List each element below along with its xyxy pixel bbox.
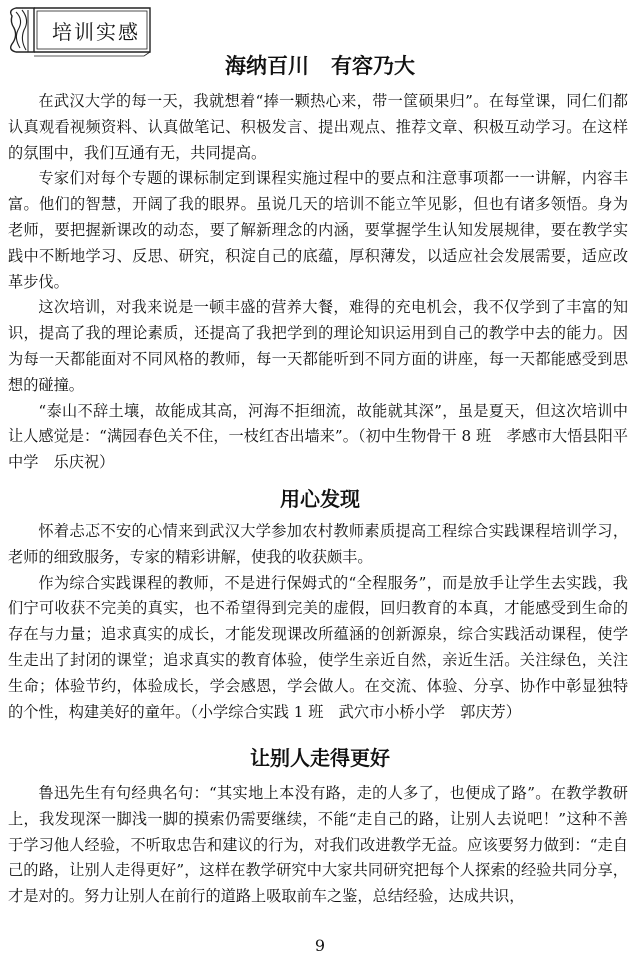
section-title-1-part-a: 海纳百川 [225, 54, 309, 78]
section-2-body [8, 519, 628, 725]
paragraph: 鲁迅先生有句经典名句：“其实地上本没有路，走的人多了，也便成了路”。在教学教研上，我发现深一脚浅一脚的摸索仍需要继续，不能“走自己的路，让别人去说吧！”这种不善于学习他人经验，不听取忠告和建议的行为，对我们改进教学无益。应该要努力做到：“走自己的路，让别人走得更好”，这样在教学研究中大家共同研究把每个人探索的经验共同分享，才是对的。努力让别人在前行的道路上吸取前车之鉴，总结经验，达成共识， [8, 784, 628, 906]
page-number: 9 [314, 936, 326, 955]
paragraph: 专家们对每个专题的课标制定到课程实施过程中的要点和注意事项都一一讲解，内容丰富。他们的智慧，开阔了我的眼界。虽说几天的培训不能立竿见影，但也有诸多领悟。身为老师，要把握新课改的动态，要了解新理念的内涵，要掌握学生认知发展规律，要在教学实践中不断地学习、反思、研究，积淀自己的底蕴，厚积薄发，以适应社会发展需要，适应改革步伐。 [8, 169, 628, 291]
paragraph: 怀着忐忑不安的心情来到武汉大学参加农村教师素质提高工程综合实践课程培训学习，老师的细致服务，专家的精彩讲解，使我的收获颇丰。 [8, 522, 628, 566]
section-banner [4, 2, 154, 58]
section-3-body [8, 781, 628, 910]
section-title-1-part-b: 有容乃大 [331, 54, 415, 78]
paragraph: 作为综合实践课程的教师，不是进行保姆式的“全程服务”，而是放手让学生去实践，我们宁可收获不完美的真实，也不希望得到完美的虚假，回归教育的本真，才能感受到生命的存在与力量；追求真实的成长，才能发现课改所蕴涵的创新源泉，综合实践活动课程，使学生走出了封闭的课堂；追求真实的教育体验，使学生亲近自然，亲近生活。关注绿色，关注生命；体验节约，体验成长，学会感恩，学会做人。在交流、体验、分享、协作中彰显独特的个性，构建美好的童年。（小学综合实践 1 班 武穴市小桥小学 郭庆芳） [8, 573, 628, 721]
banner-label: 培训实感 [52, 20, 140, 44]
paragraph: 这次培训，对我来说是一顿丰盛的营养大餐，难得的充电机会，我不仅学到了丰富的知识，提高了我的理论素质，还提高了我把学到的理论知识运用到自己的教学中去的能力。因为每一天都能面对不同风格的教师，每一天都能听到不同方面的讲座，每一天都能感受到思想的碰撞。 [8, 298, 628, 394]
section-title-1 [0, 53, 640, 79]
section-title-2: 用心发现 [280, 487, 360, 511]
paragraph: 在武汉大学的每一天，我就想着“捧一颗热心来，带一筐硕果归”。在每堂课，同仁们都认真观看视频资料、认真做笔记、积极发言、提出观点、推荐文章、积极互动学习。在这样的氛围中，我们互通有无，共同提高。 [8, 92, 628, 162]
section-1-body [8, 89, 628, 476]
section-title-3: 让别人走得更好 [250, 746, 390, 770]
paragraph: “泰山不辞土壤，故能成其高，河海不拒细流，故能就其深”，虽是夏天，但这次培训中让人感觉是：“满园春色关不住，一枝红杏出墙来”。（初中生物骨干 8 班 孝感市大悟县阳平中学 乐庆祝） [8, 401, 628, 472]
